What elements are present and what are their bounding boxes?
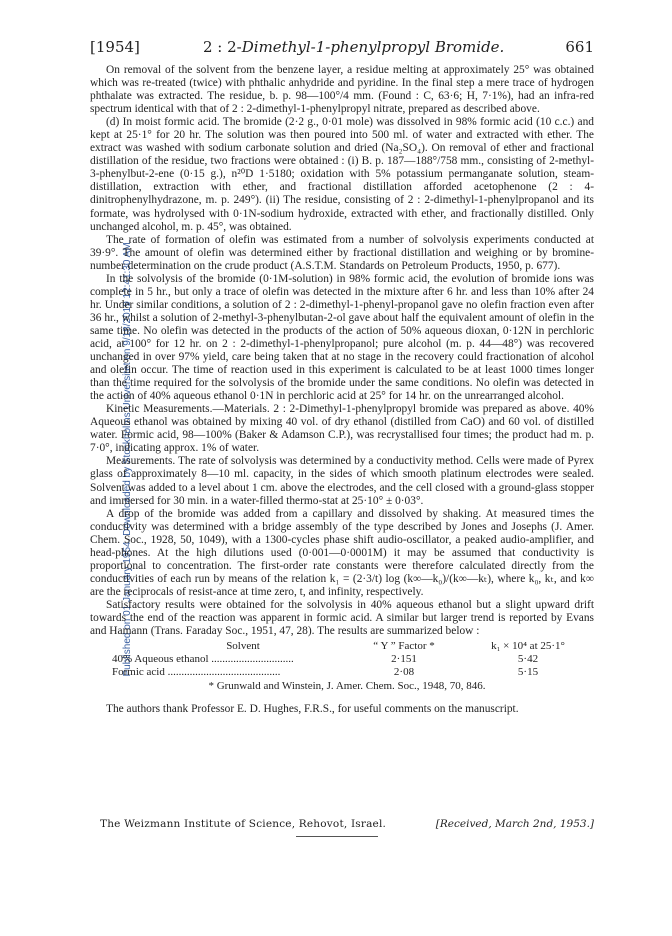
paragraph: A drop of the bromide was added from a capillary and dissolved by shaking. At measured times the conductivity was determined with a bridge assembly of the type described by Jones and Josephs (J. Amer. Chem. Soc., 1928, 50, 1049), with a 1300-cycles phase shift audio-oscillator, a peaked audio-amplifier, and head-phones. At the high dilutions used (0·001—0·0001M) it may be assumed that conductivity is proportional to concentration. The first-order rate constants were therefore calculated directly from the conductivities of each run by means of the relation k₁ = (2·3/t) log (k∞—k₀)/(k∞—kₜ), where k₀, kₜ, and k∞ are the reciprocals of resist-ance at time zero, t, and infinity, respectively.: [90, 507, 594, 598]
header-title-prefix: 2 : 2-: [203, 38, 242, 56]
download-watermark: Published on 01 January 1954. Downloaded by Stockholms Universitet on 9/18/2019 12:41:30 AM.: [122, 239, 133, 677]
table-header-row: [112, 640, 582, 653]
running-header: [90, 38, 594, 60]
acknowledgement: The authors thank Professor E. D. Hughes, F.R.S., for useful comments on the manuscript.: [106, 703, 519, 716]
table-row: [112, 666, 582, 679]
institution-line: The Weizmann Institute of Science, Rehovot, Israel.: [100, 818, 387, 830]
results-table: [112, 640, 582, 693]
table-row: [112, 653, 582, 666]
paragraph: Kinetic Measurements.—Materials. 2 : 2-Dimethyl-1-phenylpropyl bromide was prepared as above. 40% Aqueous ethanol was obtained by mixing 40 vol. of dry ethanol (distilled from CaO) and 60 vol. of distilled water. Formic acid, 98—100% (Baker & Adamson C.P.), was recrystallised four times; the product had m. p. 7·0°, indicating approx. 1% of water.: [90, 403, 594, 455]
column-header: k₁ × 10⁴ at 25·1°: [491, 640, 565, 653]
paragraph: In the solvolysis of the bromide (0·1M-solution) in 98% formic acid, the evolution of bromide ions was complete in 5 hr., but only a trace of olefin was detected in the mixture after 6 hr. and less than 10% after 24 hr. Under similar conditions, a solution of 2 : 2-dimethyl-1-phenyl-propanol gave no olefin fraction even after 36 hr., whilst a solution of 2-methyl-3-phenylbutan-2-ol gave about half the equivalent amount of olefin in the same time. No olefin was detected in the products of the action of 50% aqueous dioxan, 0·12N in perchloric acid, at 100° for 12 hr. on 2 : 2-dimethyl-1-phenylpropanol; pure alcohol (m. p. 44—48°) was recovered unchanged in over 97% yield, care being taken that at no stage in the recovery could fractionation of alcohol and olefin occur. The time of reaction used in this experiment is calculated to be at least 1000 times longer than the time required for the solvolysis of the bromide under the same conditions. No olefin was detected in the action of 40% aqueous ethanol 0·1N in perchloric acid at 25° for 14 hr. on the unrearranged alcohol.: [90, 272, 594, 403]
table-cell: 5·42: [517, 653, 539, 666]
received-date: [Received, March 2nd, 1953.]: [435, 818, 594, 830]
paragraph: Satisfactory results were obtained for the solvolysis in 40% aqueous ethanol but a slight upward drift towards the end of the reaction was apparent in formic acid. A similar but larger trend is reported by Evans and Hamann (Trans. Faraday Soc., 1951, 47, 28). The results are summarized below :: [90, 598, 594, 638]
paragraph: Measurements. The rate of solvolysis was determined by a conductivity method. Cells were made of Pyrex glass of approximately 8—10 ml. capacity, in the sides of which smooth platinum electrodes were sealed. Solvent was added to a level about 1 cm. above the electrodes, and the cell closed with a ground-glass stopper and immersed for 30 min. in a water-filled thermo-stat at 25·10° ± 0·03°.: [90, 455, 594, 507]
paragraph: (d) In moist formic acid. The bromide (2·2 g., 0·01 mole) was dissolved in 98% formic acid (10 c.c.) and kept at 25·1° for 20 hr. The solution was then poured into 500 ml. of water and extracted with ether. The extract was washed with sodium carbonate solution and dried (Na₂SO₄). On removal of ether and fractional distillation of the residue, two fractions were obtained : (i) B. p. 187—188°/758 mm., consisting of 2-methyl-3-phenylbut-2-ene (0·15 g.), n²⁰D 1·5180; oxidation with 5% potassium permanganate solution, steam-distillation, extraction with ether, and fractional distillation afforded acetophenone (2 : 4-dinitrophenylhydrazone, m. p. 249°). (ii) The residue, consisting of 2 : 2-dimethyl-1-phenylpropanol and its formate, was hydrolysed with 0·1N-sodium hydroxide, extracted with ether, and fractionally distilled. Only unchanged alcohol, m. p. 45°, was obtained.: [90, 116, 594, 233]
page-number: 661: [565, 38, 594, 56]
table-cell: 40% Aqueous ethanol ..............................: [112, 653, 294, 666]
header-title-main: Dimethyl-1-phenylpropyl Bromide.: [241, 38, 505, 56]
table-footnote: * Grunwald and Winstein, J. Amer. Chem. Soc., 1948, 70, 846.: [208, 680, 486, 693]
table-cell: 2·151: [391, 653, 417, 666]
table-cell: 5·15: [517, 666, 539, 679]
column-header: Solvent: [226, 640, 260, 653]
table-cell: 2·08: [393, 666, 415, 679]
header-title: [203, 38, 504, 56]
paragraph: On removal of the solvent from the benzene layer, a residue melting at approximately 25° was obtained which was re-treated (twice) with phthalic anhydride and pyridine. In the final step a mere trace of hydrogen phthalate was extracted. The residue, b. p. 98—100°/4 mm. (Found : C, 63·6; H, 7·1%), had an infra-red spectrum identical with that of 2 : 2-dimethyl-1-phenylpropyl nitrate, prepared as described above.: [90, 64, 594, 116]
header-year: [1954]: [90, 38, 140, 56]
table-cell: Formic acid .........................................: [112, 666, 281, 679]
article-body: [90, 64, 594, 716]
end-rule: [296, 836, 378, 837]
paragraph: The rate of formation of olefin was estimated from a number of solvolysis experiments conducted at 39·9°. The amount of olefin was determined either by fractional distillation and weighing or by bromine-number determination on the crude product (A.S.T.M. Standards on Petroleum Products, 1950, p. 677).: [90, 233, 594, 272]
column-header: “ Y ” Factor *: [373, 640, 435, 653]
